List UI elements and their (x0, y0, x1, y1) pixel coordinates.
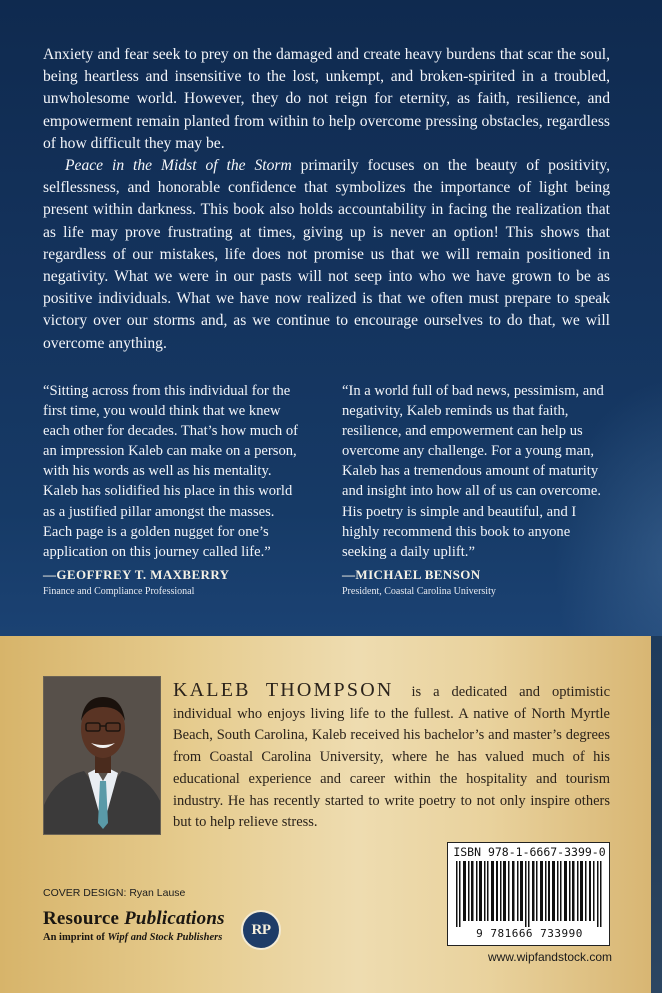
author-name: KALEB THOMPSON (173, 679, 394, 701)
isbn-barcode (447, 842, 610, 946)
publisher-imprint (43, 932, 222, 943)
author-photo (43, 676, 161, 835)
book-description (43, 44, 610, 355)
endorsement-1 (43, 381, 305, 598)
author-portrait-illustration (44, 677, 161, 835)
endorsement-2 (342, 381, 614, 598)
endorsement-author: —GEOFFREY T. MAXBERRY (43, 566, 230, 582)
imprint-plain: An imprint of (43, 932, 108, 943)
author-bio (173, 680, 610, 834)
imprint-italic: Wipf and Stock Publishers (107, 932, 223, 943)
cover-edge-strip (651, 636, 662, 993)
isbn-label: ISBN 978-1-6667-3399-0 (453, 845, 606, 859)
description-paragraph-2 (43, 155, 610, 355)
endorsement-author: —MICHAEL BENSON (342, 566, 481, 582)
book-title-italic: Peace in the Midst of the Storm (65, 157, 292, 175)
description-paragraph-2-text: primarily focuses on the beauty of positivity, selflessness, and honorable confidence that symbolizes the importance of light being present within darkness. This book also holds accountability in facing the realization that as life may prove frustrating at times, giving up is never an option! This shows that regardless of our mistakes, life does not promise us that we will remain positioned in negativity. What we were in our pasts will not seep into who we have grown to be as positive individuals. What we have now realized is that we often must prepare to speak victory over our storms and, as we continue to encourage ourselves to do that, we will overcome anything. (43, 157, 610, 352)
cover-design-credit: COVER DESIGN: Ryan Lause (43, 887, 186, 899)
endorsement-quote: “Sitting across from this individual for the first time, you would think that we knew each other for decades. That’s how much of an impression Kaleb can make on a person, with his words as well as his mentality. Kaleb has solidified his place in this world as a justified pillar amongst the masses. Each page is a golden nugget for one’s application on this journey called life.” (43, 383, 299, 560)
publisher-name (43, 908, 225, 930)
endorsement-role: Finance and Compliance Professional (43, 585, 195, 597)
publisher-name-plain: Resource (43, 908, 125, 929)
description-paragraph-1: Anxiety and fear seek to prey on the damaged and create heavy burdens that scar the soul, being heartless and insensitive to the lost, unkempt, and broken-spirited in a troubled, unwholesome world. However, they do not reign for eternity, as faith, resilience, and empowerment remain planted from within to help overcome pressing obstacles, regardless of how difficult they may be. (43, 46, 610, 152)
endorsement-role: President, Coastal Carolina University (342, 585, 496, 597)
publisher-name-italic: Publications (124, 908, 225, 929)
back-cover-lower-panel (0, 636, 651, 993)
author-bio-text: is a dedicated and optimistic individual who enjoys living life to the fullest. A native of North Myrtle Beach, South Carolina, Kaleb received his bachelor’s and master’s degrees from Coastal Carolina University, where he has valued much of his educational experience and career within the hospitality and tourism industry. He has recently started to write poetry to not only inspire others but to help relieve stress. (173, 684, 610, 831)
endorsement-quote: “In a world full of bad news, pessimism, and negativity, Kaleb reminds us that faith, resilience, and empowerment can help us overcome any challenge. For a young man, Kaleb has a tremendous amount of maturity and insight into how all of us can overcome. His poetry is simple and beautiful, and I highly recommend this book to anyone seeking a daily uplift.” (342, 383, 604, 560)
publisher-website: www.wipfandstock.com (487, 950, 612, 964)
barcode-digits: 9 781666 733990 (476, 927, 583, 940)
publisher-logo-icon: RP (241, 910, 281, 950)
barcode-icon (456, 861, 603, 927)
